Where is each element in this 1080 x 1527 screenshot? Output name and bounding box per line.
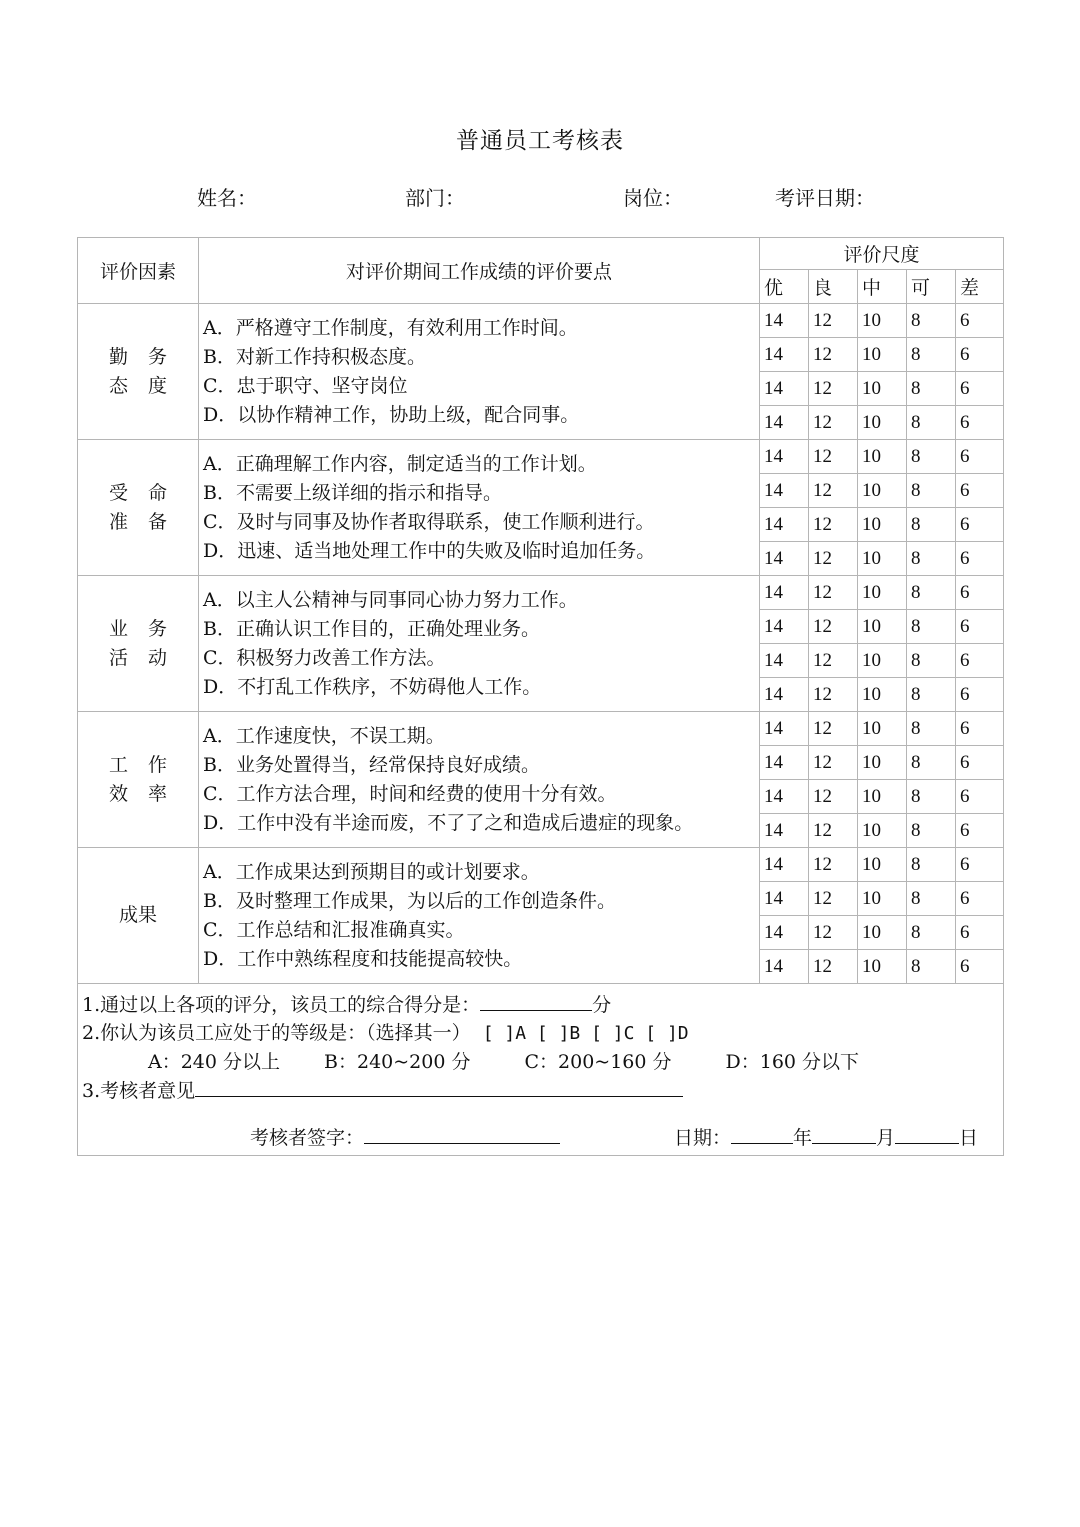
evaluation-point: A．工作成果达到预期目的或计划要求。 <box>203 860 540 883</box>
score-fair[interactable]: 8 <box>907 508 956 542</box>
evaluation-point: B．不需要上级详细的指示和指导。 <box>203 481 502 504</box>
score-poor[interactable]: 6 <box>956 848 1004 882</box>
signature-line <box>82 1123 999 1151</box>
score-fair[interactable]: 8 <box>907 406 956 440</box>
score-good[interactable]: 12 <box>809 338 858 372</box>
score-fair[interactable]: 8 <box>907 542 956 576</box>
evaluation-point: A．工作速度快，不误工期。 <box>203 724 445 747</box>
total-score-line <box>82 990 999 1019</box>
score-average[interactable]: 10 <box>858 576 907 610</box>
evaluation-point: B．对新工作持积极态度。 <box>203 345 426 368</box>
total-score-input[interactable] <box>480 990 592 1011</box>
score-fair[interactable]: 8 <box>907 712 956 746</box>
table-row <box>78 712 1004 746</box>
summary-section <box>78 984 1004 1156</box>
score-good[interactable]: 12 <box>809 780 858 814</box>
opinion-line <box>82 1076 999 1105</box>
level-b: B：240~200 分 <box>324 1051 471 1073</box>
department-label: 部门： <box>405 186 465 210</box>
score-excellent[interactable]: 14 <box>760 440 809 474</box>
score-average[interactable]: 10 <box>858 440 907 474</box>
opinion-label: 3.考核者意见 <box>82 1080 196 1102</box>
score-poor[interactable]: 6 <box>956 610 1004 644</box>
score-excellent[interactable]: 14 <box>760 644 809 678</box>
evaluation-table <box>77 237 1004 1156</box>
score-poor[interactable]: 6 <box>956 440 1004 474</box>
score-good[interactable]: 12 <box>809 576 858 610</box>
grade-average: 中 <box>858 270 907 304</box>
score-poor[interactable]: 6 <box>956 814 1004 848</box>
points-cell <box>199 440 760 576</box>
score-excellent[interactable]: 14 <box>760 712 809 746</box>
month-label: 月 <box>876 1127 896 1149</box>
score-good[interactable]: 12 <box>809 610 858 644</box>
factor-cell <box>78 304 199 440</box>
evaluation-point: B．及时整理工作成果，为以后的工作创造条件。 <box>203 889 616 912</box>
score-excellent[interactable]: 14 <box>760 780 809 814</box>
total-score-unit: 分 <box>592 994 612 1016</box>
factor-label: 工作 <box>108 753 187 776</box>
points-cell <box>199 848 760 984</box>
score-excellent[interactable]: 14 <box>760 406 809 440</box>
year-input[interactable] <box>731 1123 793 1144</box>
evaluation-point: D．以协作精神工作，协助上级，配合同事。 <box>203 403 580 426</box>
header-factor: 评价因素 <box>78 238 199 304</box>
evaluation-point: C．及时与同事及协作者取得联系，使工作顺利进行。 <box>203 510 655 533</box>
score-average[interactable]: 10 <box>858 474 907 508</box>
score-fair[interactable]: 8 <box>907 916 956 950</box>
score-good[interactable]: 12 <box>809 644 858 678</box>
score-fair[interactable]: 8 <box>907 950 956 984</box>
score-average[interactable]: 10 <box>858 746 907 780</box>
grade-excellent: 优 <box>760 270 809 304</box>
score-good[interactable]: 12 <box>809 746 858 780</box>
evaluation-point: D．迅速、适当地处理工作中的失败及临时追加任务。 <box>203 539 656 562</box>
score-good[interactable]: 12 <box>809 882 858 916</box>
score-fair[interactable]: 8 <box>907 644 956 678</box>
score-fair[interactable]: 8 <box>907 304 956 338</box>
signer-label: 考核者签字： <box>250 1127 365 1149</box>
grade-poor: 差 <box>956 270 1004 304</box>
score-average[interactable]: 10 <box>858 712 907 746</box>
level-question: 2.你认为该员工应处于的等级是：（选择其一） <box>82 1022 471 1044</box>
score-poor[interactable]: 6 <box>956 950 1004 984</box>
score-poor[interactable]: 6 <box>956 304 1004 338</box>
header-points: 对评价期间工作成绩的评价要点 <box>199 238 760 304</box>
table-row <box>78 304 1004 338</box>
level-c: C：200~160 分 <box>524 1051 672 1073</box>
score-average[interactable]: 10 <box>858 644 907 678</box>
score-average[interactable]: 10 <box>858 406 907 440</box>
factor-label: 受命 <box>108 481 187 504</box>
score-excellent[interactable]: 14 <box>760 950 809 984</box>
factor-label: 活动 <box>108 646 187 669</box>
evaluation-point: D．工作中熟练程度和技能提高较快。 <box>203 947 523 970</box>
grade-fair: 可 <box>907 270 956 304</box>
score-good[interactable]: 12 <box>809 814 858 848</box>
score-fair[interactable]: 8 <box>907 746 956 780</box>
score-fair[interactable]: 8 <box>907 576 956 610</box>
position-label: 岗位： <box>623 186 683 210</box>
evaluation-point: B．业务处置得当，经常保持良好成绩。 <box>203 753 540 776</box>
signer-input[interactable] <box>364 1123 560 1144</box>
score-fair[interactable]: 8 <box>907 678 956 712</box>
score-average[interactable]: 10 <box>858 882 907 916</box>
level-d: D：160 分以下 <box>725 1051 860 1073</box>
total-score-question: 1.通过以上各项的评分，该员工的综合得分是： <box>82 994 481 1016</box>
score-average[interactable]: 10 <box>858 678 907 712</box>
score-excellent[interactable]: 14 <box>760 338 809 372</box>
evaluation-point: C．忠于职守、坚守岗位 <box>203 374 408 397</box>
score-average[interactable]: 10 <box>858 304 907 338</box>
score-good[interactable]: 12 <box>809 848 858 882</box>
factor-label: 勤务 <box>108 345 187 368</box>
points-cell <box>199 576 760 712</box>
score-excellent[interactable]: 14 <box>760 746 809 780</box>
level-a: A：240 分以上 <box>148 1051 281 1073</box>
score-good[interactable]: 12 <box>809 950 858 984</box>
score-poor[interactable]: 6 <box>956 746 1004 780</box>
score-fair[interactable]: 8 <box>907 882 956 916</box>
score-poor[interactable]: 6 <box>956 712 1004 746</box>
score-fair[interactable]: 8 <box>907 474 956 508</box>
score-average[interactable]: 10 <box>858 508 907 542</box>
score-fair[interactable]: 8 <box>907 610 956 644</box>
score-poor[interactable]: 6 <box>956 678 1004 712</box>
score-excellent[interactable]: 14 <box>760 508 809 542</box>
score-good[interactable]: 12 <box>809 474 858 508</box>
score-poor[interactable]: 6 <box>956 882 1004 916</box>
score-poor[interactable]: 6 <box>956 474 1004 508</box>
month-input[interactable] <box>812 1123 876 1144</box>
name-label: 姓名： <box>197 186 257 210</box>
score-average[interactable]: 10 <box>858 542 907 576</box>
score-fair[interactable]: 8 <box>907 338 956 372</box>
score-good[interactable]: 12 <box>809 372 858 406</box>
score-excellent[interactable]: 14 <box>760 678 809 712</box>
score-good[interactable]: 12 <box>809 508 858 542</box>
evaluation-point: D．工作中没有半途而废，不了了之和造成后遗症的现象。 <box>203 811 694 834</box>
score-good[interactable]: 12 <box>809 304 858 338</box>
score-excellent[interactable]: 14 <box>760 882 809 916</box>
table-row <box>78 848 1004 882</box>
evaluation-point: D．不打乱工作秩序，不妨碍他人工作。 <box>203 675 542 698</box>
score-good[interactable]: 12 <box>809 440 858 474</box>
score-average[interactable]: 10 <box>858 916 907 950</box>
score-fair[interactable]: 8 <box>907 440 956 474</box>
factor-label: 态度 <box>108 374 187 397</box>
sign-date-label: 日期： <box>674 1127 732 1149</box>
score-average[interactable]: 10 <box>858 610 907 644</box>
points-cell <box>199 304 760 440</box>
score-poor[interactable]: 6 <box>956 576 1004 610</box>
score-poor[interactable]: 6 <box>956 508 1004 542</box>
score-poor[interactable]: 6 <box>956 542 1004 576</box>
factor-cell <box>78 576 199 712</box>
score-excellent[interactable]: 14 <box>760 610 809 644</box>
score-poor[interactable]: 6 <box>956 338 1004 372</box>
table-row <box>78 440 1004 474</box>
factor-label: 业务 <box>108 617 187 640</box>
score-good[interactable]: 12 <box>809 542 858 576</box>
score-average[interactable]: 10 <box>858 814 907 848</box>
evaluation-point: A．正确理解工作内容，制定适当的工作计划。 <box>203 452 597 475</box>
score-fair[interactable]: 8 <box>907 814 956 848</box>
score-good[interactable]: 12 <box>809 916 858 950</box>
score-fair[interactable]: 8 <box>907 848 956 882</box>
factor-label: 成果 <box>118 904 157 926</box>
score-average[interactable]: 10 <box>858 338 907 372</box>
score-poor[interactable]: 6 <box>956 644 1004 678</box>
points-cell <box>199 712 760 848</box>
factor-cell <box>78 712 199 848</box>
score-average[interactable]: 10 <box>858 372 907 406</box>
evaluation-point: A．以主人公精神与同事同心协力努力工作。 <box>203 588 578 611</box>
score-excellent[interactable]: 14 <box>760 814 809 848</box>
table-row <box>78 576 1004 610</box>
factor-label: 效率 <box>108 782 187 805</box>
score-fair[interactable]: 8 <box>907 780 956 814</box>
score-excellent[interactable]: 14 <box>760 916 809 950</box>
factor-label: 准备 <box>108 510 187 533</box>
factor-cell <box>78 848 199 984</box>
score-excellent[interactable]: 14 <box>760 304 809 338</box>
score-excellent[interactable]: 14 <box>760 576 809 610</box>
day-input[interactable] <box>895 1123 959 1144</box>
score-good[interactable]: 12 <box>809 406 858 440</box>
level-definitions <box>82 1048 999 1076</box>
year-label: 年 <box>793 1127 813 1149</box>
grade-good: 良 <box>809 270 858 304</box>
score-good[interactable]: 12 <box>809 678 858 712</box>
page-title: 普通员工考核表 <box>456 128 624 154</box>
score-poor[interactable]: 6 <box>956 406 1004 440</box>
score-excellent[interactable]: 14 <box>760 848 809 882</box>
score-average[interactable]: 10 <box>858 780 907 814</box>
review-date-label: 考评日期： <box>775 186 875 210</box>
evaluation-point: A．严格遵守工作制度，有效利用工作时间。 <box>203 316 578 339</box>
evaluation-point: C．积极努力改善工作方法。 <box>203 646 446 669</box>
score-poor[interactable]: 6 <box>956 916 1004 950</box>
evaluation-point: B．正确认识工作目的，正确处理业务。 <box>203 617 540 640</box>
score-poor[interactable]: 6 <box>956 780 1004 814</box>
opinion-input[interactable] <box>195 1076 683 1097</box>
level-options[interactable]: [ ]A [ ]B [ ]C [ ]D <box>482 1023 689 1044</box>
score-excellent[interactable]: 14 <box>760 474 809 508</box>
score-average[interactable]: 10 <box>858 848 907 882</box>
evaluation-point: C．工作总结和汇报准确真实。 <box>203 918 465 941</box>
evaluation-point: C．工作方法合理，时间和经费的使用十分有效。 <box>203 782 617 805</box>
score-average[interactable]: 10 <box>858 950 907 984</box>
day-label: 日 <box>959 1127 979 1149</box>
score-excellent[interactable]: 14 <box>760 542 809 576</box>
score-good[interactable]: 12 <box>809 712 858 746</box>
factor-cell <box>78 440 199 576</box>
level-line <box>82 1019 999 1048</box>
score-poor[interactable]: 6 <box>956 372 1004 406</box>
header-scale: 评价尺度 <box>760 238 1004 270</box>
score-excellent[interactable]: 14 <box>760 372 809 406</box>
score-fair[interactable]: 8 <box>907 372 956 406</box>
